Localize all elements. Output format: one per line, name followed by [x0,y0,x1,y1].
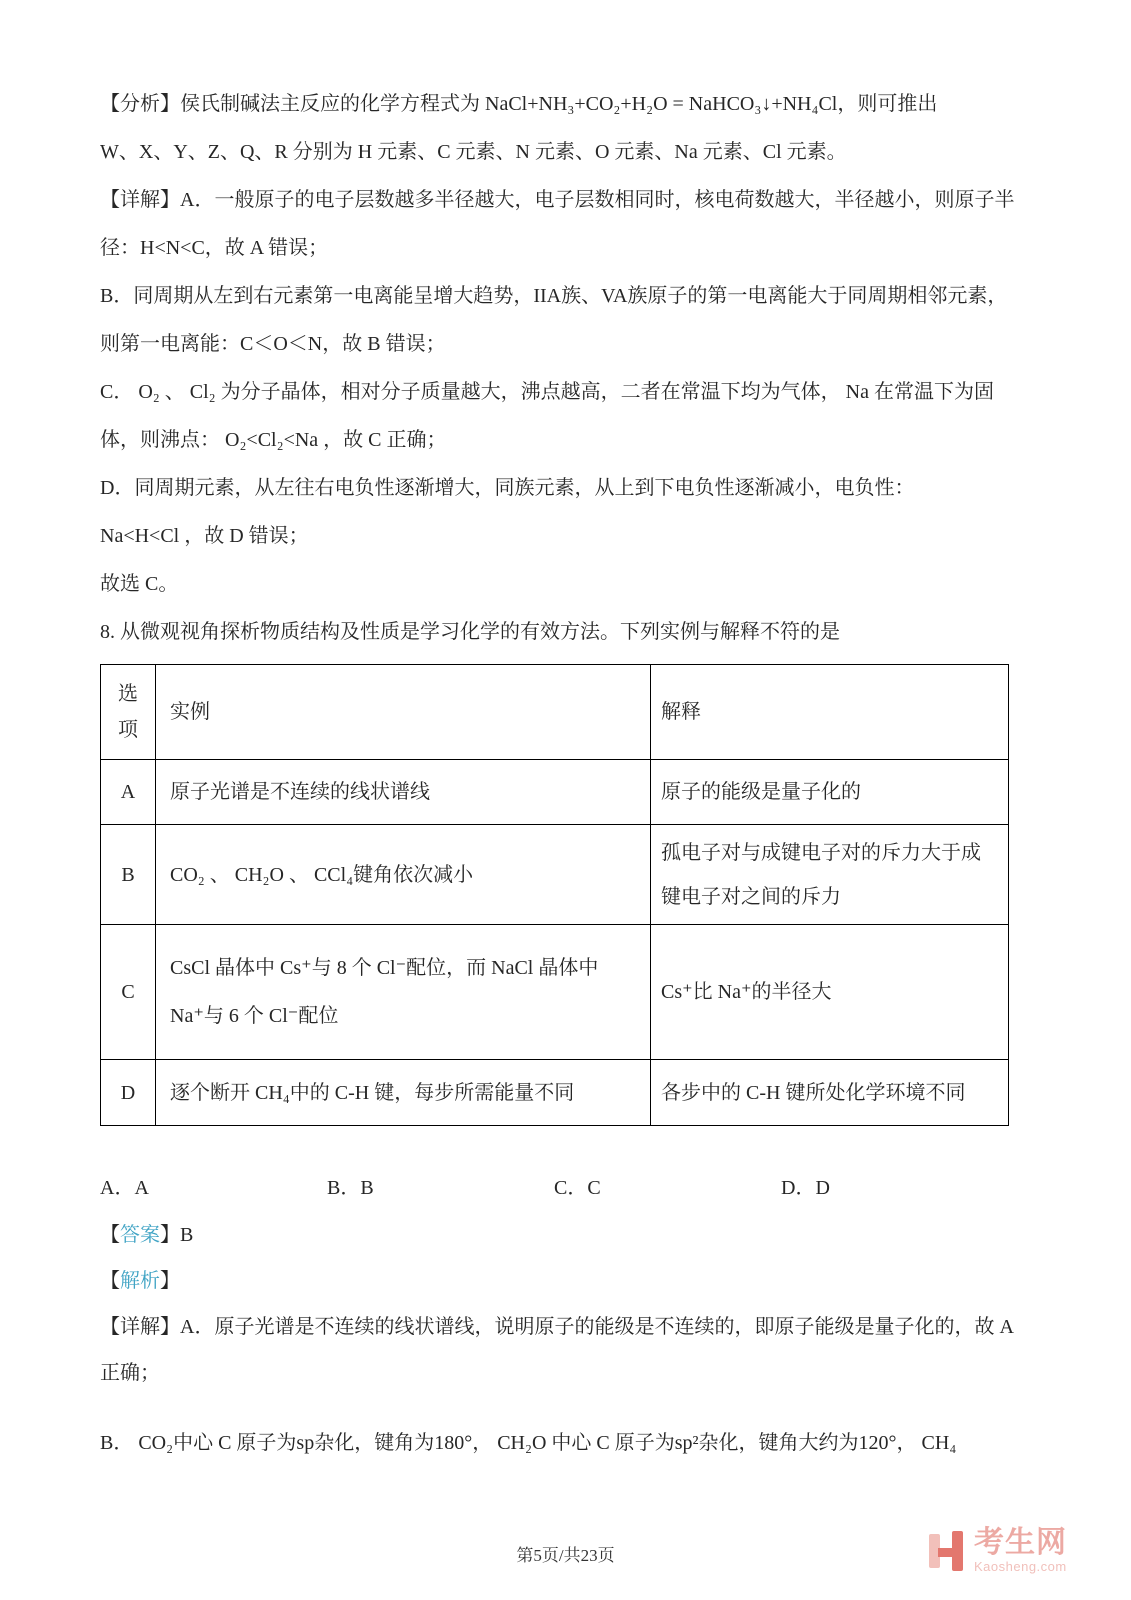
page-indicator: 第5页/共23页 [516,1546,615,1565]
choice-c: C．C [554,1177,601,1199]
text-line: D．同周期元素，从左往右电负性逐渐增大，同族元素，从上到下电负性逐渐减小，电负性： [100,477,915,499]
cell-option-d: D [101,1060,156,1126]
watermark [929,1527,1067,1574]
answer-line [100,1212,1030,1258]
choice-b: B．B [327,1177,374,1199]
table-row [101,1060,1009,1126]
cell-explanation-a: 原子的能级是量子化的 [651,760,1009,825]
text-line: 【详解】A．一般原子的电子层数越多半径越大，电子层数相同时，核电荷数越大，半径越小，则原子半 [100,189,1015,211]
header-example: 实例 [156,665,651,760]
watermark-brand: 考生网 [974,1526,1067,1559]
cell-example-c: CsCl 晶体中 Cs⁺与 8 个 Cl⁻配位，而 NaCl 晶体中 Na⁺与 6 个 Cl⁻配位 [156,925,651,1060]
table-header-row [101,665,1009,760]
text-line: C． O₂ 、 Cl₂ 为分子晶体，相对分子质量越大，沸点越高，二者在常温下均为气体， Na 在常温下为固 [100,381,994,403]
header-option: 选项 [101,665,156,760]
table-row [101,760,1009,825]
header-explanation: 解释 [651,665,1009,760]
choice-a: A．A [100,1177,149,1199]
choice-d: D．D [781,1177,830,1199]
cell-explanation-c: Cs⁺比 Na⁺的半径大 [651,925,1009,1060]
answer-value: B [180,1224,194,1246]
choice-row [100,1164,1030,1212]
text-line: 体，则沸点： O₂<Cl₂<Na ，故 C 正确； [100,429,447,451]
bracket-open: 【 [100,1270,120,1292]
text-line: 则第一电离能：C＜O＜N，故 B 错误； [100,333,446,355]
bracket-close: 】 [160,1270,180,1292]
cell-explanation-d: 各步中的 C-H 键所处化学环境不同 [651,1060,1009,1126]
cell-example-d: 逐个断开 CH₄中的 C-H 键，每步所需能量不同 [156,1060,651,1126]
detail-line: 正确； [100,1362,160,1384]
cell-option-b: B [101,825,156,925]
text-line: Na<H<Cl ，故 D 错误； [100,525,309,547]
watermark-text [974,1527,1067,1574]
logo-bar-right [952,1531,963,1571]
table-row [101,825,1009,925]
detail-line: B． CO₂中心 C 原子为sp杂化，键角为180°， CH₂O 中心 C 原子为sp²杂化，键角大约为120°， CH₄ [100,1432,957,1454]
analysis-line [100,1258,1030,1304]
cell-option-c: C [101,925,156,1060]
bracket-open: 【 [100,1224,120,1246]
question8-table [100,664,1009,1126]
kaosheng-h-logo-icon [929,1531,965,1571]
analysis-label: 解析 [120,1270,160,1292]
watermark-domain: Kaosheng.com [974,1559,1067,1574]
question7-explanation [100,80,1030,608]
text-line: 【分析】侯氏制碱法主反应的化学方程式为 NaCl+NH₃+CO₂+H₂O = NaHCO₃↓+NH₄Cl，则可推出 [100,93,938,115]
detail-line: 【详解】A．原子光谱是不连续的线状谱线，说明原子的能级是不连续的，即原子能级是量子化的，故 A [100,1316,1014,1338]
question8-stem: 8. 从微观视角探析物质结构及性质是学习化学的有效方法。下列实例与解释不符的是 [100,621,840,643]
text-line: 径：H<N<C，故 A 错误； [100,237,329,259]
page-content [100,80,1030,1466]
answer-label: 答案 [120,1224,160,1246]
text-line: W、X、Y、Z、Q、R 分别为 H 元素、C 元素、N 元素、O 元素、Na 元素、Cl 元素。 [100,141,847,163]
cell-example-a: 原子光谱是不连续的线状谱线 [156,760,651,825]
cell-option-a: A [101,760,156,825]
cell-example-b: CO₂ 、 CH₂O 、 CCl₄键角依次减小 [156,825,651,925]
table-row [101,925,1009,1060]
bracket-close: 】 [160,1224,180,1246]
cell-explanation-b: 孤电子对与成键电子对的斥力大于成键电子对之间的斥力 [651,825,1009,925]
text-line: 故选 C。 [100,573,179,595]
text-line: B．同周期从左到右元素第一电离能呈增大趋势，IIA族、VA族原子的第一电离能大于同周期相邻元素， [100,285,1008,307]
